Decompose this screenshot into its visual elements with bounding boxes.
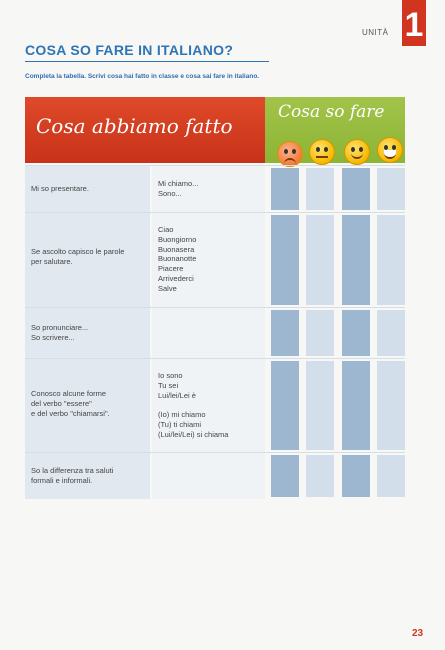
rating-cell-sad[interactable]: [271, 361, 299, 450]
row-description-line: del verbo "essere": [31, 398, 92, 408]
laughing-face-icon: [377, 137, 403, 163]
row-example-line: Ciao: [158, 225, 174, 234]
row-examples-cell: [152, 213, 265, 307]
row-example-line: Buongiorno: [158, 234, 197, 244]
smiling-face-icon: [344, 139, 370, 165]
rating-cell-sad[interactable]: [271, 215, 299, 305]
rating-cell-smile[interactable]: [342, 215, 370, 305]
rating-cell-laugh[interactable]: [377, 310, 405, 356]
rating-cell-neutral[interactable]: [306, 361, 334, 450]
page-title: COSA SO FARE IN ITALIANO?: [25, 42, 234, 58]
row-example-line: Piacere: [158, 264, 184, 274]
rating-cell-smile[interactable]: [342, 455, 370, 497]
title-underline: [25, 61, 269, 62]
row-example-line: Sono...: [158, 188, 182, 198]
row-description-line: So la differenza tra saluti: [31, 466, 114, 475]
page-number: 23: [412, 628, 424, 639]
rating-cell-sad[interactable]: [271, 455, 299, 497]
table-row: [25, 165, 405, 212]
table-header-right-label: Cosa so fare: [278, 102, 385, 122]
row-example-line: Salve: [158, 283, 177, 293]
row-example-line: Buonasera: [158, 244, 195, 254]
rating-cell-neutral[interactable]: [306, 168, 334, 210]
rating-cell-laugh[interactable]: [377, 168, 405, 210]
row-description-line: e del verbo "chiamarsi".: [31, 408, 110, 418]
row-example-line: Io sono: [158, 371, 183, 380]
row-description-line: per salutare.: [31, 256, 73, 266]
neutral-face-icon: [309, 139, 335, 165]
row-example-line: (Lui/lei/Lei) si chiama: [158, 429, 229, 439]
rating-cell-smile[interactable]: [342, 168, 370, 210]
rating-cell-smile[interactable]: [342, 310, 370, 356]
rating-cell-sad[interactable]: [271, 310, 299, 356]
row-description-line: formali e informali.: [31, 475, 93, 485]
rating-cell-neutral[interactable]: [306, 455, 334, 497]
row-example-line: (Io) mi chiamo: [158, 410, 206, 420]
row-example-line: Lui/lei/Lei è: [158, 390, 196, 400]
row-example-line: Buonanotte: [158, 254, 197, 264]
row-description-cell: [25, 453, 150, 499]
table-row: [25, 307, 405, 358]
rating-cell-laugh[interactable]: [377, 455, 405, 497]
row-description-line: So pronunciare...: [31, 323, 89, 332]
row-example-line: Arrivederci: [158, 273, 194, 283]
rating-cell-neutral[interactable]: [306, 310, 334, 356]
table-row: [25, 212, 405, 307]
row-description-line: Mi so presentare.: [31, 184, 89, 193]
row-description-cell: [25, 308, 150, 358]
rating-cell-smile[interactable]: [342, 361, 370, 450]
row-description-cell: [25, 166, 150, 212]
rating-cell-laugh[interactable]: [377, 215, 405, 305]
row-description-line: Se ascolto capisco le parole: [31, 247, 125, 256]
unit-label: UNITÀ: [362, 28, 389, 37]
instruction-text: Completa la tabella. Scrivi cosa hai fatto in classe e cosa sai fare in italiano.: [25, 73, 260, 80]
row-description-line: So scrivere...: [31, 332, 75, 342]
row-examples-cell: [152, 359, 265, 452]
row-example-spacer: [158, 400, 261, 410]
rating-cell-neutral[interactable]: [306, 215, 334, 305]
row-examples-cell: [152, 166, 265, 212]
unit-number-badge: 1: [402, 0, 426, 46]
row-description-line: Conosco alcune forme: [31, 389, 107, 398]
row-examples-cell: [152, 308, 265, 358]
table-header-left-label: Cosa abbiamo fatto: [36, 114, 233, 138]
row-examples-cell: [152, 453, 265, 499]
row-description-cell: [25, 359, 150, 452]
sad-face-icon: [277, 141, 303, 167]
table-row: [25, 452, 405, 499]
row-example-line: (Tu) ti chiami: [158, 419, 202, 429]
rating-cell-sad[interactable]: [271, 168, 299, 210]
row-example-line: Tu sei: [158, 380, 179, 390]
table-row: [25, 358, 405, 452]
row-example-line: Mi chiamo...: [158, 179, 199, 188]
row-description-cell: [25, 213, 150, 307]
rating-cell-laugh[interactable]: [377, 361, 405, 450]
